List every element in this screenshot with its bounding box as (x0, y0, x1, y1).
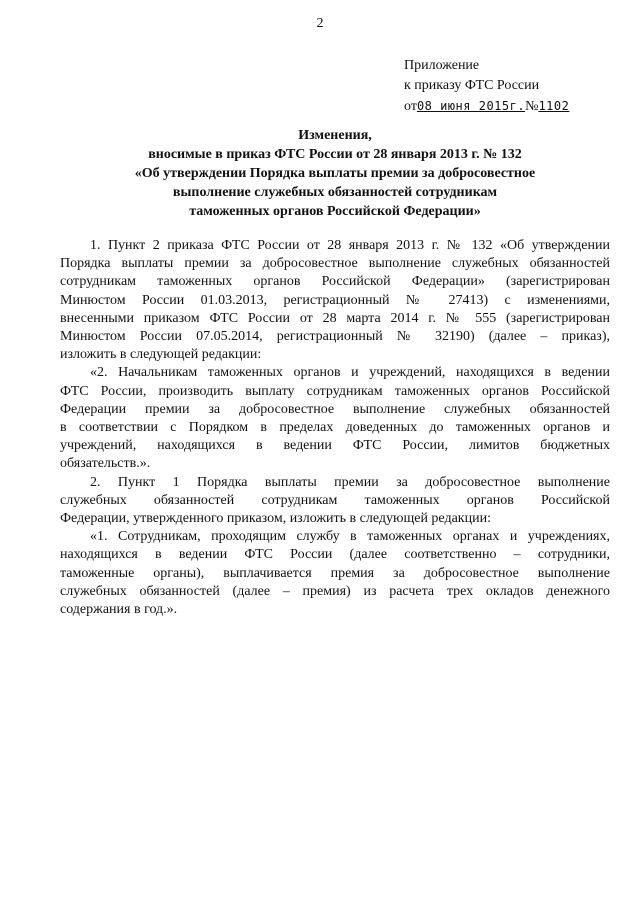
appendix-block (404, 56, 569, 117)
paragraph-3 (60, 474, 610, 529)
text-line: таможенные органы), выплачивается премия за добросовестное выполнение (60, 565, 610, 581)
text-line: сотрудникам таможенных органов Российской Федерации» (зарегистрирован (60, 274, 610, 290)
text-line: учреждений, находящихся в ведении ФТС России, лимитов бюджетных (60, 438, 610, 454)
document-body (60, 237, 610, 619)
text-line: Минюстом России 07.05.2014, регистрационный № 32190) (далее – приказ), (60, 329, 610, 345)
text-line: находящихся в ведении ФТС России (далее соответственно – сотрудники, (60, 547, 610, 563)
handwritten-date: 08 июня 2015г. (416, 99, 526, 113)
text-line: 1. Пункт 2 приказа ФТС России от 28 января 2013 г. № 132 «Об утверждении (90, 238, 610, 253)
number-prefix: № (525, 99, 539, 114)
text-line: в соответствии с Порядком в пределах доведенных до таможенных органов и (60, 420, 610, 436)
text-line: «1. Сотрудникам, проходящим службу в таможенных органах и учреждениях, (90, 529, 610, 545)
paragraph-2 (60, 364, 610, 473)
text-line: Федерации, утвержденного приказом, изложить в следующей редакции: (60, 511, 491, 527)
text-line: Федерации премии за добросовестное выполнение служебных обязанностей (60, 401, 610, 417)
title-line-3: «Об утверждении Порядка выплаты премии за добросовестное (134, 166, 536, 181)
text-line: служебных обязанностей сотрудникам таможенных органов Российской (60, 492, 610, 508)
appendix-title: Приложение (404, 58, 480, 73)
text-line: 2. Пункт 1 Порядка выплаты премии за добросовестное выполнение (90, 474, 610, 490)
appendix-date-line (404, 96, 569, 117)
text-line: изложить в следующей редакции: (60, 347, 262, 363)
text-line: Порядка выплаты премии за добросовестное выполнение служебных обязанностей (60, 256, 610, 272)
title-line-5: таможенных органов Российской Федерации» (189, 204, 481, 219)
text-line: обязательств.». (60, 456, 151, 472)
title-line-1: Изменения, (298, 128, 372, 143)
text-line: содержания в год.». (60, 602, 178, 618)
paragraph-1 (60, 237, 610, 364)
text-line: Минюстом России 01.03.2013, регистрационный № 27413) с изменениями, (60, 292, 610, 308)
title-line-2: вносимые в приказ ФТС России от 28 января 2013 г. № 132 (148, 147, 522, 162)
appendix-reference: к приказу ФТС России (404, 78, 540, 93)
text-line: служебных обязанностей (далее – премия) из расчета трех окладов денежного (60, 583, 610, 599)
text-line: «2. Начальникам таможенных органов и учреждений, находящихся в ведении (90, 365, 610, 381)
document-title (60, 126, 610, 221)
text-line: ФТС России, производить выплату сотрудникам таможенных органов Российской (60, 383, 610, 399)
paragraph-4 (60, 528, 610, 619)
date-prefix: от (404, 99, 417, 114)
text-line: внесенными приказом ФТС России от 28 марта 2014 г. № 555 (зарегистрирован (60, 310, 610, 326)
page-number: 2 (316, 16, 324, 31)
title-line-4: выполнение служебных обязанностей сотрудникам (172, 185, 498, 200)
handwritten-number: 1102 (538, 99, 570, 113)
